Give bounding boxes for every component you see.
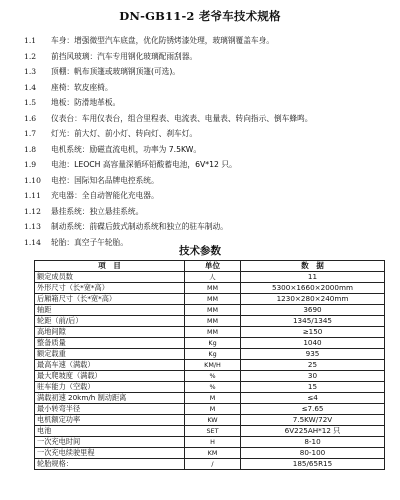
table-row — [35, 349, 385, 360]
spec-text: 顶棚：帆布顶篷或玻璃钢顶篷(可选)。 — [51, 67, 180, 76]
table-row — [35, 393, 385, 404]
table-title: 技术参数 — [179, 245, 221, 257]
cell-unit: % — [185, 371, 241, 382]
cell-value: 8-10 — [241, 437, 385, 448]
document-title: DN-GB11-2 老爷车技术规格 — [119, 9, 281, 23]
spec-item — [24, 35, 394, 51]
cell-value: 1230×280×240mm — [241, 294, 385, 305]
spec-text: 悬挂系统：独立悬挂系统。 — [51, 206, 144, 216]
cell-unit: Kg — [185, 338, 241, 349]
spec-item — [24, 51, 394, 67]
cell-value: 935 — [241, 349, 385, 360]
spec-text: 轮胎：真空子午轮胎。 — [51, 237, 128, 247]
cell-value: 25 — [241, 360, 385, 371]
spec-text: 仪表台：车用仪表台，组合里程表、电流表、电量表、转向指示、倒车蜂鸣。 — [51, 113, 313, 123]
spec-text: 灯光：前大灯、前小灯、转向灯、刹车灯。 — [51, 129, 198, 138]
table-row — [35, 382, 385, 393]
spec-number: 1.3 — [24, 67, 37, 76]
cell-unit: KW — [185, 415, 241, 426]
table-row — [35, 448, 385, 459]
table-row — [35, 272, 385, 283]
spec-item — [24, 144, 394, 160]
spec-text: 电池：LEOCH 高容量深循环铅酸蓄电池，6V*12 只。 — [51, 160, 237, 169]
cell-item: 轮胎规格： — [35, 459, 185, 470]
cell-unit: SET — [185, 426, 241, 437]
table-row — [35, 459, 385, 470]
cell-unit: MM — [185, 283, 241, 294]
table-row — [35, 426, 385, 437]
cell-item: 一次充电时间 — [35, 437, 185, 448]
spec-item — [24, 159, 394, 175]
spec-number: 1.5 — [24, 98, 37, 107]
cell-unit: MM — [185, 316, 241, 327]
cell-value: 1345/1345 — [241, 316, 385, 327]
cell-item: 额定载重 — [35, 349, 185, 360]
header-value: 数 据 — [241, 261, 385, 272]
cell-value: 15 — [241, 382, 385, 393]
table-row — [35, 283, 385, 294]
cell-value: 6V225AH*12 只 — [241, 426, 385, 437]
table-row — [35, 316, 385, 327]
cell-item: 一次充电续驶里程 — [35, 448, 185, 459]
cell-unit: MM — [185, 327, 241, 338]
cell-unit: / — [185, 459, 241, 470]
cell-item: 轴距 — [35, 305, 185, 316]
cell-value: 5300×1660×2000mm — [241, 283, 385, 294]
spec-number: 1.12 — [24, 206, 41, 216]
spec-number: 1.1 — [24, 36, 37, 45]
spec-item — [24, 128, 394, 144]
spec-number: 1.2 — [24, 51, 37, 61]
cell-value: 80-100 — [241, 448, 385, 459]
spec-item — [24, 221, 394, 237]
spec-item — [24, 190, 394, 206]
cell-item: 额定成员数 — [35, 272, 185, 283]
cell-value: 1040 — [241, 338, 385, 349]
spec-text: 前挡风玻璃：汽车专用钢化玻璃配雨刮器。 — [51, 51, 198, 61]
spec-list — [24, 35, 394, 252]
spec-text: 电机系统：励磁直流电机，功率为 7.5KW。 — [51, 144, 202, 154]
cell-unit: % — [185, 382, 241, 393]
header-unit: 单位 — [185, 261, 241, 272]
cell-item: 轮距（前/后） — [35, 316, 185, 327]
spec-number: 1.8 — [24, 144, 37, 154]
spec-number: 1.10 — [24, 175, 41, 185]
table-row — [35, 437, 385, 448]
cell-item: 电机额定功率 — [35, 415, 185, 426]
spec-text: 座椅：软皮座椅。 — [51, 82, 113, 92]
cell-item: 满载初速 20km/h 制动距离 — [35, 393, 185, 404]
spec-item — [24, 206, 394, 222]
spec-text: 地板：防滑地革板。 — [51, 98, 121, 107]
cell-unit: MM — [185, 305, 241, 316]
cell-item: 电池 — [35, 426, 185, 437]
cell-item: 后厢箱尺寸（长*宽*高） — [35, 294, 185, 305]
spec-item — [24, 175, 394, 191]
spec-text: 车身：增强微型汽车底盘，优化防锈烤漆处理，玻璃钢覆盖车身。 — [51, 36, 274, 45]
table-row — [35, 415, 385, 426]
table-row — [35, 327, 385, 338]
cell-item: 最高车速（满载） — [35, 360, 185, 371]
table-row — [35, 294, 385, 305]
spec-number: 1.7 — [24, 129, 37, 138]
table-header-row — [35, 261, 385, 272]
cell-value: 3690 — [241, 305, 385, 316]
cell-value: ≤7.65 — [241, 404, 385, 415]
cell-value: 30 — [241, 371, 385, 382]
cell-unit: M — [185, 393, 241, 404]
spec-text: 制动系统：前碟后鼓式制动系统和独立的驻车制动。 — [51, 222, 228, 231]
cell-value: 7.5KW/72V — [241, 415, 385, 426]
spec-text: 充电器：全自动智能化充电器。 — [51, 191, 159, 200]
spec-item — [24, 97, 394, 113]
tech-params-table — [34, 260, 385, 470]
table-row — [35, 404, 385, 415]
table-row — [35, 305, 385, 316]
cell-unit: Kg — [185, 349, 241, 360]
cell-item: 高地间隙 — [35, 327, 185, 338]
header-item: 项 目 — [35, 261, 185, 272]
cell-item: 最大爬坡度（满载） — [35, 371, 185, 382]
spec-item — [24, 82, 394, 98]
cell-value: 11 — [241, 272, 385, 283]
table-row — [35, 360, 385, 371]
cell-unit: KM/H — [185, 360, 241, 371]
cell-value: ≥150 — [241, 327, 385, 338]
cell-item: 驻车能力（空载） — [35, 382, 185, 393]
cell-unit: MM — [185, 294, 241, 305]
cell-item: 外形尺寸（长*宽*高） — [35, 283, 185, 294]
spec-number: 1.11 — [24, 191, 41, 200]
spec-number: 1.4 — [24, 82, 37, 92]
spec-number: 1.6 — [24, 113, 37, 123]
cell-value: ≤4 — [241, 393, 385, 404]
table-row — [35, 338, 385, 349]
cell-item: 最小转弯半径 — [35, 404, 185, 415]
cell-unit: KM — [185, 448, 241, 459]
spec-item — [24, 66, 394, 82]
spec-number: 1.9 — [24, 160, 37, 169]
spec-text: 电控：国际知名品牌电控系统。 — [51, 175, 159, 185]
spec-item — [24, 113, 394, 129]
cell-item: 整备质量 — [35, 338, 185, 349]
table-row — [35, 371, 385, 382]
cell-value: 185/65R15 — [241, 459, 385, 470]
spec-number: 1.13 — [24, 222, 41, 231]
cell-unit: 人 — [185, 272, 241, 283]
cell-unit: H — [185, 437, 241, 448]
cell-unit: M — [185, 404, 241, 415]
spec-number: 1.14 — [24, 237, 41, 247]
